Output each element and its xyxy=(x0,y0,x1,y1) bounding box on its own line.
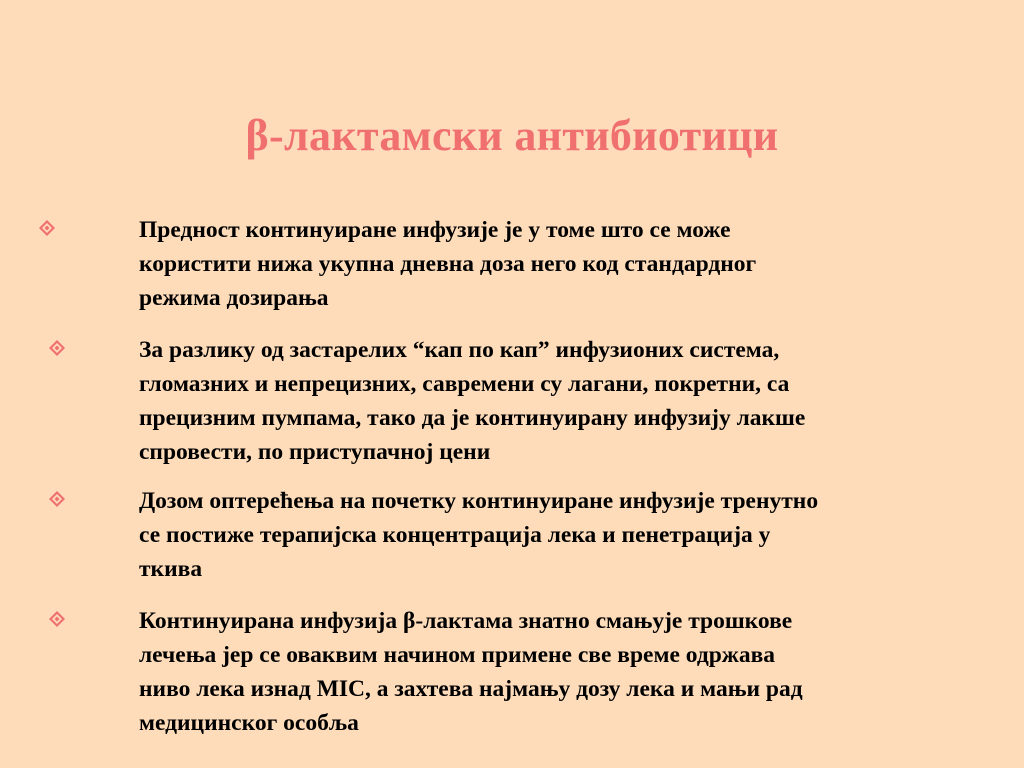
bullet-line: гломазних и непрецизних, савремени су лагани, покретни, са xyxy=(139,371,790,397)
bullet-line: ткива xyxy=(139,556,203,582)
bullet-line: прецизним пумпама, тако да је континуирану инфузију лакше xyxy=(139,405,806,431)
bullet-text xyxy=(139,604,979,740)
bullet-text xyxy=(139,333,979,469)
bullet-text xyxy=(139,484,979,586)
bullet-line: лечења јер се оваквим начином примене све време одржава xyxy=(139,642,776,668)
diamond-bullet-icon xyxy=(48,610,66,628)
bullet-line: режима дозирања xyxy=(139,285,329,311)
bullet-text xyxy=(139,213,979,315)
diamond-bullet-icon xyxy=(48,339,66,357)
bullet-line: користити нижа укупна дневна доза него код стандардног xyxy=(139,251,757,277)
diamond-bullet-icon xyxy=(38,219,56,237)
bullet-line: Предност континуиране инфузије је у томе што се може xyxy=(139,217,731,243)
bullet-line: спровести, по приступачној цени xyxy=(139,439,491,465)
slide-title: β-лактамски антибиотици xyxy=(245,111,779,160)
bullet-line: Дозом оптерећења на почетку континуиране инфузије тренутно xyxy=(139,488,819,514)
diamond-bullet-icon xyxy=(48,490,66,508)
bullet-line: ниво лека изнад MIC, а захтева најмању дозу лека и мањи рад xyxy=(139,676,803,702)
bullet-line: За разлику од застарелих “кап по кап” инфузионих система, xyxy=(139,337,780,363)
bullet-line: се постиже терапијска концентрација лека и пенетрација у xyxy=(139,522,771,548)
bullet-line: медицинског особља xyxy=(139,710,359,736)
bullet-line: Континуирана инфузија β-лактама знатно смањује трошкове xyxy=(139,608,793,634)
